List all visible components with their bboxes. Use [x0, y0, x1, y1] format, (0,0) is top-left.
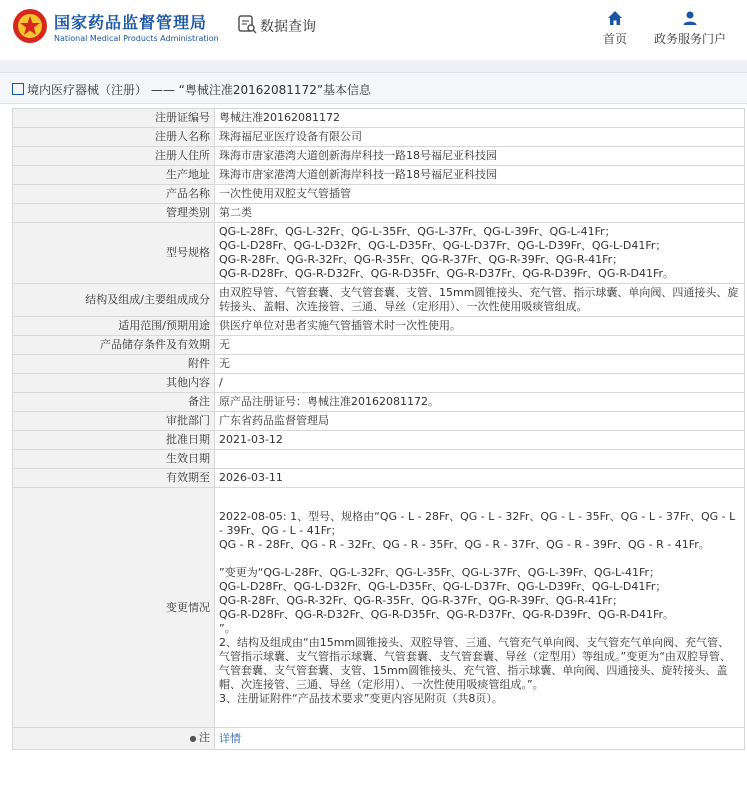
row-value — [215, 728, 745, 750]
row-value: 由双腔导管、气管套囊、支气管套囊、支管、15mm圆锥接头、充气管、指示球囊、单向阀、四通接头、旋转接头、盖帽、次连接管、三通、导丝（定形用）、一次性使用吸痰管组成。 — [215, 284, 745, 317]
nav-home[interactable] — [598, 10, 632, 47]
nav-gov-label: 政务服务门户 — [653, 32, 726, 46]
row-label-text: 有效期至 — [166, 471, 210, 484]
row-value: / — [215, 374, 745, 393]
header-separator — [0, 60, 747, 72]
row-label-text: 变更情况 — [166, 600, 210, 614]
row-label-text: 注册人名称 — [155, 130, 210, 143]
row-value: 粤械注准20162081172 — [215, 109, 745, 128]
row-label-text: 附件 — [188, 357, 210, 370]
row-label — [13, 336, 215, 355]
row-value: QG-L-28Fr、QG-L-32Fr、QG-L-35Fr、QG-L-37Fr、QG-L-39Fr、QG-L-41Fr； QG-L-D28Fr、QG-L-D32Fr、QG-L-D35Fr、QG-L-D37Fr、QG-L-D39Fr、QG-L-D41Fr； QG-R-28Fr、QG-R-32Fr、QG-R-35Fr、QG-R-37Fr、QG-R-39Fr、QG-R-41Fr； QG-R-D28Fr、QG-R-D32Fr、QG-R-D35Fr、QG-R-D37Fr、QG-R-D39Fr、QG-R-D41Fr。 — [215, 223, 745, 284]
table-row — [13, 128, 745, 147]
table-row — [13, 166, 745, 185]
row-value: 一次性使用双腔支气管插管 — [215, 185, 745, 204]
row-label — [13, 166, 215, 185]
row-label — [13, 374, 215, 393]
nav-gov-portal[interactable] — [650, 10, 730, 47]
row-label-text: 生效日期 — [166, 452, 210, 465]
table-row — [13, 336, 745, 355]
site-header — [0, 0, 747, 60]
table-row — [13, 204, 745, 223]
row-label — [13, 185, 215, 204]
table-row — [13, 317, 745, 336]
details-link[interactable]: 详情 — [219, 731, 241, 745]
row-label-text: 备注 — [188, 395, 210, 408]
row-label-text: 注 — [199, 731, 210, 744]
row-value: 原产品注册证号：粤械注准20162081172。 — [215, 393, 745, 412]
row-label — [13, 412, 215, 431]
table-row — [13, 728, 745, 750]
row-label-text: 结构及组成/主要组成成分 — [85, 293, 210, 306]
row-value: 珠海福尼亚医疗设备有限公司 — [215, 128, 745, 147]
detail-table — [12, 108, 745, 750]
row-value: 广东省药品监督管理局 — [215, 412, 745, 431]
row-value: 珠海市唐家港湾大道创新海岸科技一路18号福尼亚科技园 — [215, 166, 745, 185]
row-label-text: 产品储存条件及有效期 — [100, 338, 210, 351]
row-label — [13, 355, 215, 374]
row-label — [13, 223, 215, 284]
table-row — [13, 393, 745, 412]
row-label — [13, 147, 215, 166]
row-label — [13, 393, 215, 412]
row-label-text: 其他内容 — [166, 376, 210, 389]
pin-icon: ● — [189, 734, 199, 743]
row-label — [13, 469, 215, 488]
org-name-cn: 国家药品监督管理局 — [54, 13, 208, 32]
row-label — [13, 728, 215, 750]
table-row — [13, 412, 745, 431]
row-value: 珠海市唐家港湾大道创新海岸科技一路18号福尼亚科技园 — [215, 147, 745, 166]
database-title: 数据查询 — [260, 19, 316, 35]
table-row — [13, 374, 745, 393]
table-row — [13, 431, 745, 450]
table-row — [13, 223, 745, 284]
row-label — [13, 128, 215, 147]
row-value: 2022-08-05: 1、型号、规格由“QG - L - 28Fr、QG - L - 32Fr、QG - L - 35Fr、QG - L - 37Fr、QG - L - 39Fr、QG - L - 41Fr； QG - R - 28Fr、QG - R - 32Fr、QG - R - 35Fr、QG - R - 37Fr、QG - R - 39Fr、QG - R - 41Fr。 ”变更为“QG-L-28Fr、QG-L-32Fr、QG-L-35Fr、QG-L-37Fr、QG-L-39Fr、QG-L-41Fr； QG-L-D28Fr、QG-L-D32Fr、QG-L-D35Fr、QG-L-D37Fr、QG-L-D39Fr、QG-L-D41Fr； QG-R-28Fr、QG-R-32Fr、QG-R-35Fr、QG-R-37Fr、QG-R-39Fr、QG-R-41Fr； QG-R-D28Fr、QG-R-D32Fr、QG-R-D35Fr、QG-R-D37Fr、QG-R-D39Fr、QG-R-D41Fr。 ”。 2、结构及组成由“由15mm圆锥接头、双腔导管、三通、气管充气单向阀、支气管充气单向阀、充气管、气管指示球囊、支气管指示球囊、气管套囊、支气管套囊、导丝（定型用）等组成。”变更为“由双腔导管、气管套囊、支气管套囊、支管、15mm圆锥接头、充气管、指示球囊、单向阀、四通接头、旋转接头、盖帽、次连接管、三通、导丝（定形用）、一次性使用吸痰管组成。”。 3、注册证附件“产品技术要求”变更内容见附页（共8页）。 — [215, 488, 745, 728]
row-label-text: 型号规格 — [166, 246, 210, 259]
table-row — [13, 488, 745, 728]
row-label — [13, 431, 215, 450]
breadcrumb — [0, 72, 747, 104]
table-row — [13, 469, 745, 488]
org-name-en: National Medical Products Administration — [54, 34, 219, 43]
row-label-text: 批准日期 — [166, 433, 210, 446]
row-label-text: 审批部门 — [166, 414, 210, 427]
row-label-text: 产品名称 — [166, 187, 210, 200]
row-label — [13, 450, 215, 469]
home-icon — [607, 10, 623, 26]
row-label — [13, 317, 215, 336]
row-value: 供医疗单位对患者实施气管插管术时一次性使用。 — [215, 317, 745, 336]
row-label-text: 管理类别 — [166, 206, 210, 219]
row-label — [13, 204, 215, 223]
table-row — [13, 147, 745, 166]
document-icon — [12, 83, 24, 95]
table-row — [13, 185, 745, 204]
row-label — [13, 109, 215, 128]
table-row — [13, 450, 745, 469]
database-search-icon — [237, 14, 257, 34]
nav-home-label: 首页 — [602, 32, 627, 46]
row-label-text: 注册人住所 — [155, 149, 210, 162]
row-label — [13, 284, 215, 317]
table-row — [13, 355, 745, 374]
table-row — [13, 284, 745, 317]
row-value: 2026-03-11 — [215, 469, 745, 488]
row-label-text: 适用范围/预期用途 — [118, 319, 210, 332]
row-label-text: 生产地址 — [166, 168, 210, 181]
user-icon — [682, 10, 698, 26]
row-value: 无 — [215, 355, 745, 374]
nmpa-emblem-icon — [12, 8, 48, 44]
row-value — [215, 450, 745, 469]
table-row — [13, 109, 745, 128]
row-label — [13, 488, 215, 728]
row-label-text: 注册证编号 — [155, 111, 210, 124]
row-value: 无 — [215, 336, 745, 355]
detail-table-wrapper — [12, 108, 745, 750]
row-value: 2021-03-12 — [215, 431, 745, 450]
row-value: 第二类 — [215, 204, 745, 223]
breadcrumb-text: 境内医疗器械（注册） —— “粤械注准20162081172”基本信息 — [27, 83, 372, 97]
